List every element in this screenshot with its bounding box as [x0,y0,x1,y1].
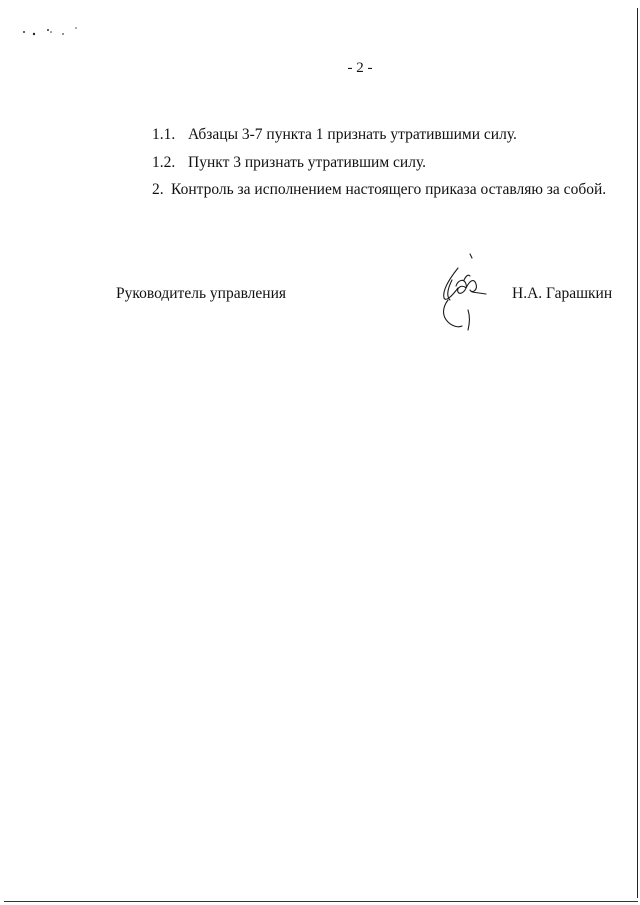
signatory-position: Руководитель управления [116,285,287,302]
list-item [152,154,426,172]
item-number: 1.2. [152,154,176,171]
item-text: Пункт 3 признать утратившим силу. [188,154,427,171]
signatory-name: Н.А. Гарашкин [512,285,613,302]
list-item [152,181,606,199]
handwritten-signature-icon [428,250,498,335]
list-item [152,126,517,144]
item-number: 2. [152,181,164,198]
page-right-border [637,8,638,898]
item-number: 1.1. [152,126,176,143]
page-number: - 2 - [347,60,373,76]
page-bottom-border [4,901,638,902]
scan-specks [20,18,90,42]
item-text: Абзацы 3-7 пункта 1 признать утратившими силу. [188,126,517,143]
item-text: Контроль за исполнением настоящего приказа оставляю за собой. [171,181,607,198]
